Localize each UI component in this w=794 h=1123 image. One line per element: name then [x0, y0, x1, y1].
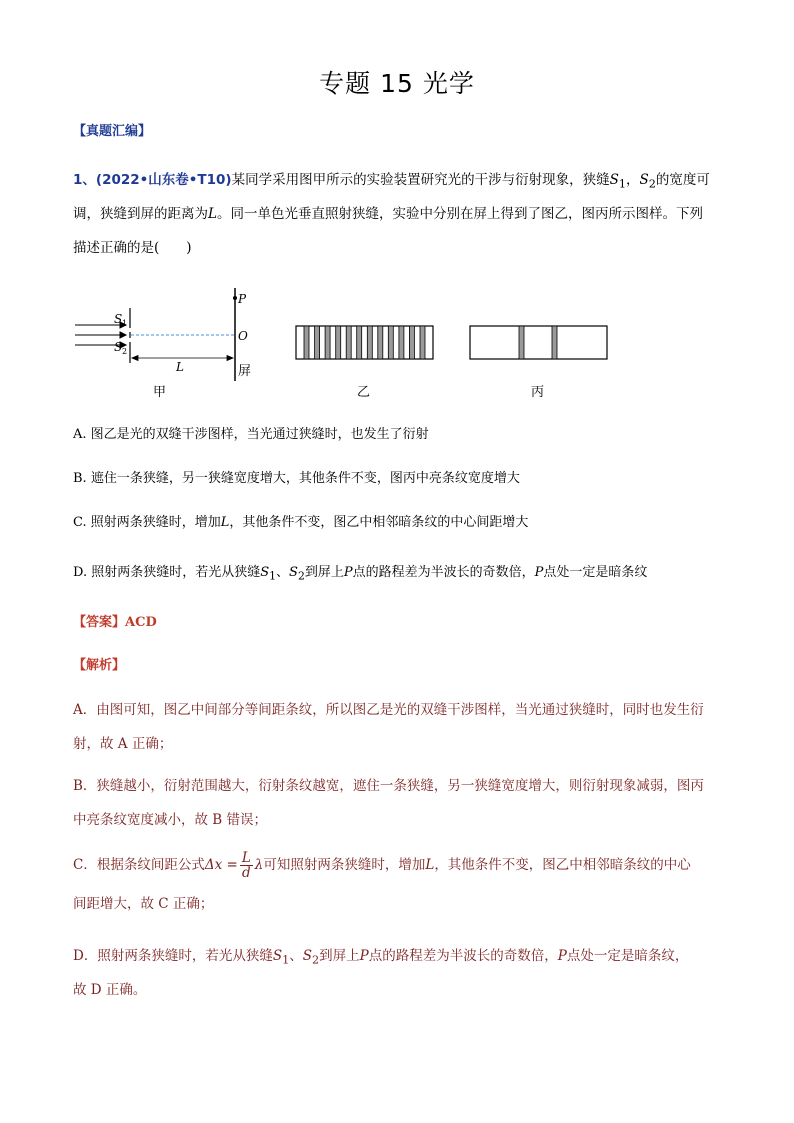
fig-caption-jia: 甲 [153, 385, 167, 400]
answer-value: ACD [125, 615, 157, 630]
slit-s2: S [639, 172, 649, 188]
question-sep: ， [626, 172, 640, 188]
question-text-1b: 的宽度可 [655, 172, 710, 188]
analysis-d-p2: P [557, 948, 567, 964]
analysis-c-line1 [73, 848, 723, 882]
experiment-figure [70, 283, 630, 403]
fig-screen-label: 屏 [238, 364, 252, 379]
interference-fringe [409, 326, 414, 359]
analysis-label: 【解析】 [73, 658, 126, 673]
option-d-p2: P [534, 565, 544, 580]
analysis-d-s2-sub: 2 [312, 953, 320, 967]
page-title: 专题 15 光学 [319, 69, 475, 98]
fig-s2-label: S [114, 340, 123, 354]
option-d-text-d: 点处一定是暗条纹 [543, 565, 648, 580]
analysis-d-text-a: D．照射两条狭缝时，若光从狭缝 [73, 948, 273, 964]
fig-s1-sub: 1 [122, 319, 128, 328]
analysis-d-text-c: 点的路程差为半波长的奇数倍， [368, 948, 558, 964]
analysis-a-line2: 射，故 A 正确； [73, 736, 173, 752]
answer-label: 【答案】 [73, 615, 126, 630]
fig-s2-sub: 2 [122, 347, 128, 356]
analysis-b-line2: 中亮条纹宽度减小，故 B 错误； [73, 812, 268, 828]
answer [73, 611, 157, 630]
fig-caption-bing: 丙 [531, 385, 545, 400]
fig-caption-yi: 乙 [357, 385, 371, 400]
diffraction-fringe-left [519, 326, 524, 359]
formula-fraction [240, 851, 253, 880]
analysis-d-line1 [73, 939, 723, 978]
option-d-s2-sub: 2 [297, 569, 305, 583]
fig-p-label: P [238, 292, 247, 306]
interference-fringe [325, 326, 330, 359]
option-d-text-b: 到屏上 [304, 565, 344, 580]
question-line-2 [73, 200, 723, 228]
question-number: 1、 [73, 172, 96, 188]
pattern-bing-frame [470, 326, 607, 359]
analysis-d-mid: 、 [289, 948, 303, 964]
option-d-text-a: D. 照射两条狭缝时，若光从狭缝 [73, 565, 261, 580]
distance-l: L [208, 206, 217, 222]
analysis-d-s2: S [302, 948, 312, 964]
analysis-c-text-b: 可知照射两条狭缝时，增加 [263, 857, 426, 873]
option-a: A. 图乙是光的双缝干涉图样，当光通过狭缝时，也发生了衍射 [73, 427, 429, 442]
interference-fringe [378, 326, 383, 359]
formula-numerator: L [241, 850, 251, 866]
analysis-d-s1-sub: 1 [282, 953, 290, 967]
interference-fringe [304, 326, 309, 359]
point-p [233, 296, 237, 300]
analysis-a-line1: A．由图可知，图乙中间部分等间距条纹，所以图乙是光的双缝干涉图样，当光通过狭缝时，同时也发生衍 [73, 702, 704, 718]
option-d-text-c: 点的路程差为半波长的奇数倍， [352, 565, 535, 580]
option-c-l: L [220, 515, 230, 530]
fig-s1-label: S [114, 312, 123, 326]
analysis-b-line1: B．狭缝越小，衍射范围越大，衍射条纹越宽，遮住一条狭缝，另一狭缝宽度增大，则衍射现象减弱，图丙 [73, 778, 704, 794]
interference-fringe [346, 326, 351, 359]
diffraction-fringe-right [552, 326, 557, 359]
question-text-2b: 。同一单色光垂直照射狭缝，实验中分别在屏上得到了图乙，图丙所示图样。下列 [216, 206, 703, 222]
analysis-c-l: L [425, 857, 435, 873]
slit-s1: S [609, 172, 619, 188]
analysis-d-s1: S [272, 948, 283, 964]
interference-fringe [420, 326, 425, 359]
analysis-d-text-b: 到屏上 [319, 948, 360, 964]
interference-fringe [367, 326, 372, 359]
interference-fringe [315, 326, 320, 359]
question-source: (2022•山东卷•T10) [95, 172, 232, 188]
analysis-c-line2: 间距增大，故 C 正确； [73, 896, 214, 912]
question-text-2a: 调，狭缝到屏的距离为 [73, 206, 208, 222]
option-d-mid: 、 [276, 565, 290, 580]
option-d-p: P [343, 565, 353, 580]
option-d-s1: S [260, 565, 270, 580]
option-c [73, 511, 528, 530]
option-c-text-a: C. 照射两条狭缝时，增加 [73, 515, 221, 530]
analysis-d-line2: 故 D 正确。 [73, 982, 147, 998]
formula-lambda: λ [254, 857, 264, 873]
option-d [73, 561, 647, 583]
analysis-c-text-c: ，其他条件不变，图乙中相邻暗条纹的中心 [434, 857, 691, 873]
interference-fringe [357, 326, 362, 359]
option-d-s1-sub: 1 [269, 569, 277, 583]
analysis-c-text-a: C．根据条纹间距公式 [73, 857, 205, 873]
formula-dx: Δx = [204, 857, 238, 873]
fig-o-label: O [238, 329, 248, 343]
analysis-d-text-d: 点处一定是暗条纹， [566, 948, 689, 964]
interference-fringe [336, 326, 341, 359]
question-line-1 [73, 166, 723, 199]
question-text-1a: 某同学采用图甲所示的实验装置研究光的干涉与衍射现象，狭缝 [231, 172, 610, 188]
slit-s1-sub: 1 [618, 177, 626, 191]
fig-l-label: L [176, 360, 184, 374]
option-c-text-b: ，其他条件不变，图乙中相邻暗条纹的中心间距增大 [229, 515, 529, 530]
interference-fringe [388, 326, 393, 359]
formula-denominator: d [241, 865, 251, 881]
question-line-3: 描述正确的是( ) [73, 240, 192, 256]
interference-fringe [399, 326, 404, 359]
option-b: B. 遮住一条狭缝，另一狭缝宽度增大，其他条件不变，图丙中亮条纹宽度增大 [73, 471, 520, 486]
analysis-d-p: P [359, 948, 369, 964]
option-d-s2: S [289, 565, 298, 580]
section-heading: 【真题汇编】 [73, 124, 152, 139]
slit-s2-sub: 2 [648, 177, 656, 191]
